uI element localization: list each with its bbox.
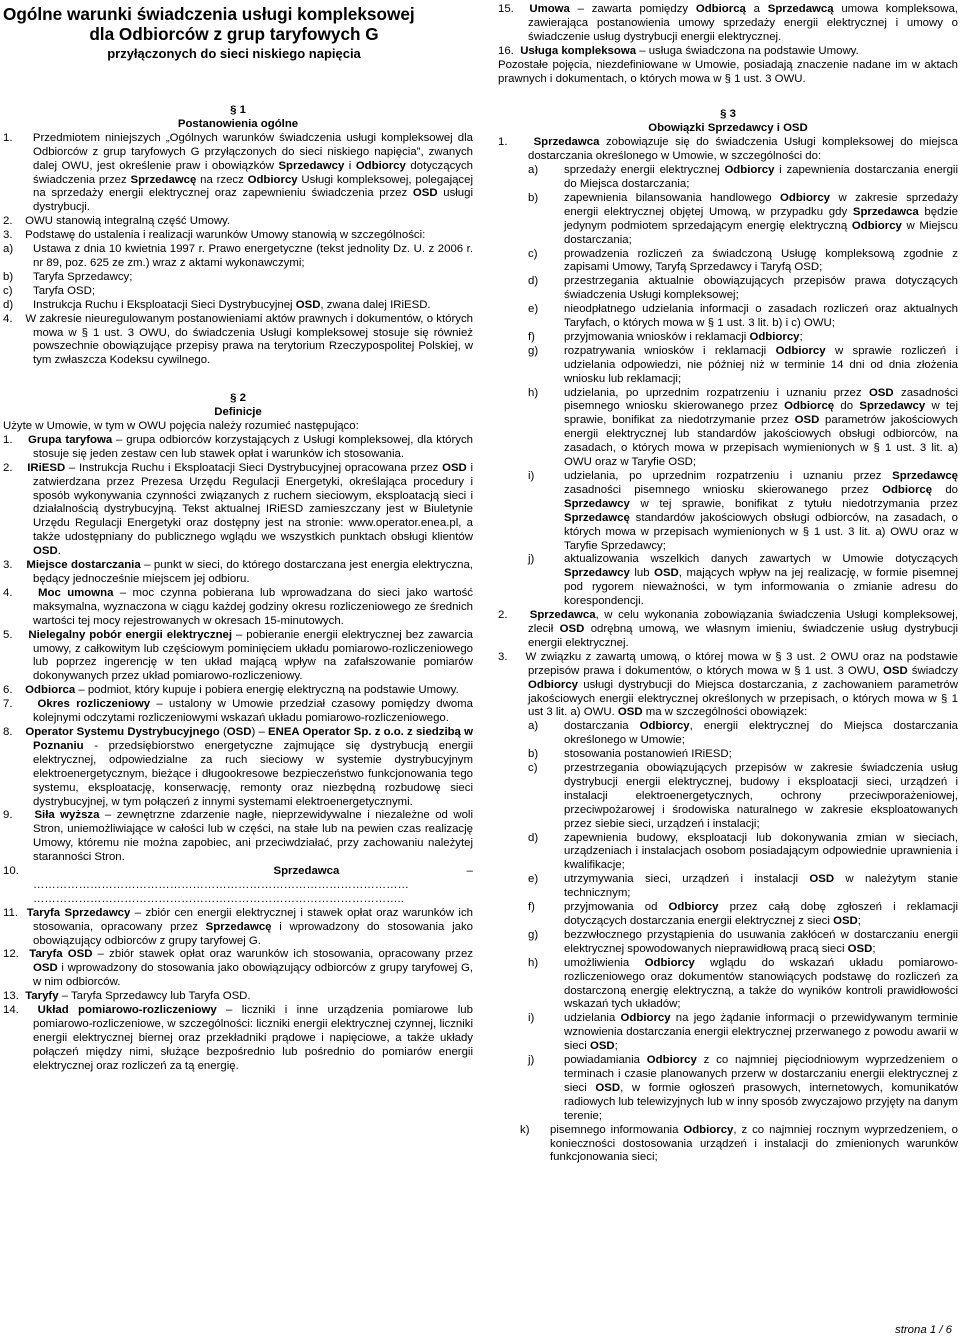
section-3-number: § 3 bbox=[720, 108, 736, 121]
s3-item-3i: i) udzielania Odbiorcy na jego żądanie informacji o przewidywanym terminie wznowienia dostarczania energii elektrycznej przerwanego z powodu awarii w sieci OSD; bbox=[528, 1012, 958, 1053]
definition-9: 9. Siła wyższa – zewnętrzne zdarzenie nagłe, nieprzewidywalne i niezależne od woli Stron, uniemożliwiające w całości lub w części, na stałe lub na pewien czas realizację Umowy, któremu nie można zapobiec, ani przeciwdziałać, przy zachowaniu należytej staranności Stron. bbox=[3, 809, 473, 864]
title-line-3: przyłączonych do sieci niskiego napięcia bbox=[107, 46, 361, 61]
definition-16: 16. Usługa kompleksowa – usługa świadczona na podstawie Umowy. bbox=[498, 44, 859, 57]
definition-5: 5. Nielegalny pobór energii elektrycznej – pobieranie energii elektrycznej bez zawarcia umowy, z całkowitym lub częściowym pominięciem układu pomiarowo-rozliczeniowego lub poprzez ingerencję w ten układ mającą wpływ na zafałszowanie pomiarów dokonywanych przez układ pomiarowo-rozliczeniowy. bbox=[3, 628, 473, 683]
section-2-heading: Definicje bbox=[214, 406, 262, 419]
page-number-footer: strona 1 / 6 bbox=[895, 1324, 952, 1336]
s3-item-3j: j) powiadamiania Odbiorcy z co najmniej pięciodniowym wyprzedzeniem o terminach i czasie planowanych przerw w dostarczaniu energii elektrycznej z sieci OSD, w formie ogłoszeń prasowych, internetowych, komunikatów radiowych lub telewizyjnych lub w inny sposób zwyczajowo przyjęty na danym terenie; bbox=[528, 1054, 959, 1122]
section-3-heading: Obowiązki Sprzedawcy i OSD bbox=[648, 122, 808, 135]
s2-intro: Użyte w Umowie, w tym w OWU pojęcia należy rozumieć następująco: bbox=[3, 420, 359, 433]
document-title bbox=[3, 4, 473, 62]
s3-item-3c: c) przestrzegania obowiązujących przepisów w zakresie świadczenia usług dystrybucji energii elektrycznej, budowy i eksploatacji sieci, urządzeń i instalacji elektroenergetycznych, ochrony przeciwporażeniowej, przeciwpożarowej i środowiska naturalnego w zakresie eksploatowanych przez siebie sieci, urządzeń i instalacji; bbox=[528, 762, 958, 830]
section-1-number: § 1 bbox=[230, 104, 246, 116]
s3-item-1b: b) zapewnienia bilansowania handlowego Odbiorcy w zakresie sprzedaży energii elektrycznej objętej Umową, w przypadku gdy Sprzedawca będzie jedynym podmiotem sprzedającym energię elektryczną Odbiorcy w Miejscu dostarczania; bbox=[528, 191, 958, 246]
s3-paragraph-1: 1. Sprzedawca zobowiązuje się do świadczenia Usługi kompleksowej do miejsca dostarczania określonego w Umowie, w szczególności do: bbox=[498, 136, 958, 163]
s3-item-1c: c) prowadzenia rozliczeń za świadczoną Usługę kompleksową zgodnie z zapisami Umowy, Taryfą Sprzedawcy i Taryfą OSD; bbox=[528, 247, 958, 274]
definition-2: 2. IRiESD – Instrukcja Ruchu i Eksploatacji Sieci Dystrybucyjnej opracowana przez OSD i zatwierdzana przez Prezesa Urzędu Regulacji Energetyki, określająca procedury i sposób wykonywania czynności związanych z ruchem sieciowym, eksploatacją sieci i działalnością dystrybucyjną. Tekst aktualnej IRiESD zamieszczany jest w Biuletynie Urzędu Regulacji Energetyki oraz dostępny jest na stronie: www.operator.enea.pl, a także udostępniany do publicznego wglądu we wszystkich punktach obsługi klientów OSD. bbox=[3, 461, 473, 558]
s3-item-3b: b) stosowania postanowień IRiESD; bbox=[528, 748, 732, 761]
s3-item-3d: d) zapewnienia budowy, eksploatacji lub dokonywania zmian w sieciach, urządzeniach i instalacjach osobom posiadającym odpowiednie uprawnienia i kwalifikacje; bbox=[528, 831, 958, 872]
s3-item-1i: i) udzielania, po uprzednim rozpatrzeniu i uznaniu przez Sprzedawcę zasadności pisemnego wniosku skierowanego przez Odbiorcę do Sprzedawcy w tej sprawie, bonifikat z tytułu niedotrzymania przez Sprzedawcę standardów jakościowych obsługi odbiorców, na zasadach, o których mowa w przepisach wymienionych w § 1 ust. 3 lit. a) OWU oraz w Taryfie Sprzedawcy; bbox=[528, 470, 958, 552]
definition-11: 11. Taryfa Sprzedawcy – zbiór cen energii elektrycznej i stawek opłat oraz warunków ich stosowania, opracowany przez Sprzedawcę i wprowadzony do stosowania jako obowiązujący odbiorców z grupy taryfowej G. bbox=[3, 906, 473, 947]
s2-closing: Pozostałe pojęcia, niezdefiniowane w Umowie, posiadają znaczenie nadane im w aktach prawnych i dokumentach, o których mowa w § 1 ust. 3 OWU. bbox=[498, 58, 958, 85]
title-line-1: Ogólne warunki świadczenia usługi kompleksowej bbox=[3, 4, 415, 24]
s1-item-3c: c) Taryfa OSD; bbox=[3, 284, 96, 297]
definition-14: 14. Układ pomiarowo-rozliczeniowy – liczniki i inne urządzenia pomiarowe lub pomiarowo-rozliczeniowe, w szczególności: liczniki energii elektrycznej czynnej, liczniki energii elektrycznej biernej oraz przekładniki prądowe i napięciowe, a także układy połączeń między nimi, służące bezpośrednio lub pośrednio do pomiarów energii elektrycznej oraz rozliczeń za tą energię. bbox=[3, 1004, 473, 1072]
s1-item-3d: d) Instrukcja Ruchu i Eksploatacji Sieci Dystrybucyjnej OSD, zwana dalej IRiESD. bbox=[3, 298, 431, 311]
s3-item-3g: g) bezzwłocznego przystąpienia do usuwania zakłóceń w dostarczaniu energii elektrycznej spowodowanych nieprawidłową pracą sieci OSD; bbox=[528, 928, 958, 955]
s1-item-3b: b) Taryfa Sprzedawcy; bbox=[3, 270, 133, 283]
s1-paragraph-4: 4. W zakresie nieuregulowanym postanowieniami aktów prawnych i dokumentów, o których mowa w § 1 ust. 3 OWU, do świadczenia Usługi kompleksowej stosuje się również powszechnie obowiązujące przepisy prawa na terytorium Rzeczypospolitej Polskiej, w tym zwłaszcza Kodeksu cywilnego. bbox=[3, 312, 473, 367]
s3-item-1e: e) nieodpłatnego udzielania informacji o zasadach rozliczeń oraz aktualnych Taryfach, o których mowa w § 1 ust. 3 lit. b) i c) OWU; bbox=[528, 303, 958, 330]
s3-item-1j: j) aktualizowania wszelkich danych zawartych w Umowie dotyczących Sprzedawcy lub OSD, mających wpływ na jej realizację, w formie pisemnej pod rygorem nieważności, w tym informowania o zmianie adresu do korespondencji. bbox=[528, 553, 958, 608]
section-1-heading: Postanowienia ogólne bbox=[177, 117, 299, 130]
definition-1: 1. Grupa taryfowa – grupa odbiorców korzystających z Usługi kompleksowej, dla których stosuje się jeden zestaw cen lub stawek opłat i warunków ich stosowania. bbox=[3, 433, 473, 460]
definition-4: 4. Moc umowna – moc czynna pobierana lub wprowadzana do sieci jako wartość maksymalna, wyznaczona w ciągu każdej godziny okresu rozliczeniowego ze średnich wartości tej mocy rejestrowanych w okresach 15-minutowych. bbox=[3, 586, 473, 627]
left-column bbox=[3, 0, 473, 1074]
definition-6: 6. Odbiorca – podmiot, który kupuje i pobiera energię elektryczną na podstawie Umowy. bbox=[3, 684, 459, 697]
definition-7: 7. Okres rozliczeniowy – ustalony w Umowie przedział czasowy pomiędzy dwoma kolejnymi odczytami rozliczeniowymi wskazań układu pomiarowo-rozliczeniowego. bbox=[3, 698, 473, 725]
s3-item-3e: e) utrzymywania sieci, urządzeń i instalacji OSD w należytym stanie technicznym; bbox=[528, 873, 958, 900]
s3-item-3h: h) umożliwienia Odbiorcy wglądu do wskazań układu pomiarowo-rozliczeniowego oraz dokumentów stanowiących podstawę do rozliczeń za dostarczoną energię elektryczną, a także do wyników kontroli prawidłowości wskazań tych układów; bbox=[528, 956, 959, 1011]
s3-item-1f: f) przyjmowania wniosków i reklamacji Odbiorcy; bbox=[528, 330, 803, 343]
s1-paragraph-2: 2. OWU stanowią integralną część Umowy. bbox=[3, 215, 231, 228]
s3-paragraph-2: 2. Sprzedawca, w celu wykonania zobowiązania świadczenia Usługi kompleksowej, zlecił OSD odrębną umową, we własnym imieniu, świadczenie usług dystrybucji energii elektrycznej. bbox=[498, 609, 958, 649]
s3-item-3a: a) dostarczania Odbiorcy, energii elektrycznej do Miejsca dostarczania określonego w Umowie; bbox=[528, 720, 959, 747]
definition-13: 13. Taryfy – Taryfa Sprzedawcy lub Taryfa OSD. bbox=[3, 990, 251, 1003]
definition-3: 3. Miejsce dostarczania – punkt w sieci, do którego dostarczana jest energia elektryczna, będący jednocześnie miejscem jej odbioru. bbox=[3, 559, 473, 585]
definition-15: 15. Umowa – zawarta pomiędzy Odbiorcą a Sprzedawcą umowa kompleksowa, zawierająca postanowienia umowy sprzedaży energii elektrycznej i umowy o świadczenie usług dystrybucji energii elektrycznej. bbox=[498, 3, 958, 43]
definition-10: 10. Sprzedawca – ……………………………………………………………………………………… …………………………………………………………………………………….. bbox=[3, 865, 473, 905]
s3-item-3f: f) przyjmowania od Odbiorcy przez całą dobę zgłoszeń i reklamacji dotyczących dostarczania energii elektrycznej z sieci OSD; bbox=[528, 901, 958, 927]
s3-item-3k: k) pisemnego informowania Odbiorcy, z co najmniej rocznym wyprzedzeniem, o konieczności dostosowania urządzeń i instalacji do zmienionych warunków funkcjonowania sieci; bbox=[520, 1123, 958, 1164]
section-2-number: § 2 bbox=[230, 392, 246, 405]
s3-item-1h: h) udzielania, po uprzednim rozpatrzeniu i uznaniu przez OSD zasadności pisemnego wniosku skierowanego przez Odbiorcę do Sprzedawcy w tej sprawie, bonifikat za niedotrzymanie przez OSD parametrów jakościowych energii elektrycznej lub standardów jakościowych obsługi odbiorców, na zasadach, o których mowa w przepisach wymienionych w § 1 ust. 3 lit. a) OWU oraz w Taryfie OSD; bbox=[528, 386, 958, 469]
s1-paragraph-1: 1. Przedmiotem niniejszych „Ogólnych warunków świadczenia usługi kompleksowej dla Odbiorców z grup taryfowych G przyłączonych do sieci niskiego napięcia”, zwanych dalej OWU, jest określenie praw i obowiązków Sprzedawcy i Odbiorcy dotyczących świadczenia przez Sprzedawcę na rzecz Odbiorcy Usługi kompleksowej, polegającej na sprzedaży energii elektrycznej oraz zapewnieniu świadczenia przez OSD usługi dystrybucji. bbox=[3, 131, 474, 214]
s3-paragraph-3: 3. W związku z zawartą umową, o której mowa w § 3 ust. 2 OWU oraz na podstawie przepisów prawa i dokumentów, o których mowa w § 1 ust. 3 OWU, OSD świadczy Odbiorcy usługi dystrybucji do Miejsca dostarczania, z zachowaniem parametrów jakościowych energii elektrycznej określonych w przepisach, o których mowa w § 1 ust 3 lit. a) OWU. OSD ma w szczególności obowiązek: bbox=[498, 650, 959, 719]
definition-12: 12. Taryfa OSD – zbiór stawek opłat oraz warunków ich stosowania, opracowany przez OSD i wprowadzony do stosowania jako obowiązujący odbiorców z grupy taryfowej G, w nim odbiorców. bbox=[3, 948, 473, 989]
s3-item-1a: a) sprzedaży energii elektrycznej Odbiorcy i zapewnienia dostarczania energii do Miejsca dostarczania; bbox=[528, 164, 958, 190]
s3-item-1g: g) rozpatrywania wniosków i reklamacji Odbiorcy w sprawie rozliczeń i udzielania odpowiedzi, nie później niż w terminie 14 dni od dnia złożenia wniosku lub reklamacji; bbox=[528, 344, 958, 385]
right-column bbox=[498, 0, 958, 1165]
s1-item-3a: a) Ustawa z dnia 10 kwietnia 1997 r. Prawo energetyczne (tekst jednolity Dz. U. z 2006 r. nr 89, poz. 625 ze zm.) wraz z aktami wykonawczymi; bbox=[3, 243, 473, 269]
title-line-2: dla Odbiorców z grup taryfowych G bbox=[89, 24, 379, 44]
definition-8: 8. Operator Systemu Dystrybucyjnego (OSD) – ENEA Operator Sp. z o.o. z siedzibą w Poznaniu - przedsiębiorstwo energetyczne zajmujące się dystrybucją energii elektrycznej, odpowiedzialne za ruch sieciowy w systemie dystrybucyjnym elektroenergetycznym, bieżące i długookresowe bezpieczeństwo funkcjonowania tego systemu, eksploatację, konserwację, remonty oraz niezbędną rozbudowę sieci dystrybucyjnej, w tym połączeń z innymi systemami elektroenergetycznymi. bbox=[3, 725, 473, 808]
s1-paragraph-3: 3. Podstawę do ustalenia i realizacji warunków Umowy stanowią w szczególności: bbox=[3, 229, 426, 242]
s3-item-1d: d) przestrzegania aktualnie obowiązujących przepisów prawa dotyczących świadczenia Usługi kompleksowej; bbox=[528, 275, 958, 302]
